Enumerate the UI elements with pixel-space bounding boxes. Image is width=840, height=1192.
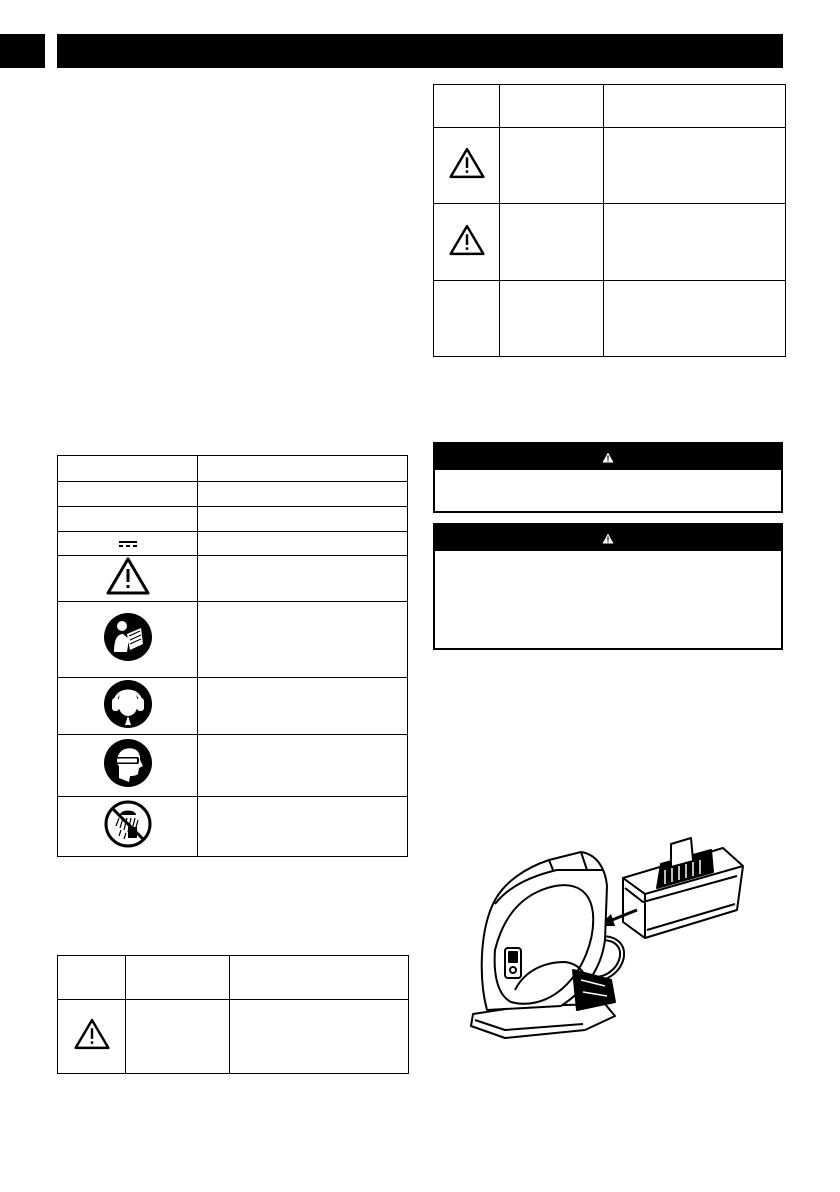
warning-text xyxy=(435,470,781,482)
meaning-cell xyxy=(198,678,408,735)
table-row xyxy=(58,456,408,482)
warning-box xyxy=(433,442,783,513)
symbol-cell xyxy=(58,507,198,532)
table-row xyxy=(434,128,786,204)
meaning-cell xyxy=(198,456,408,482)
table-row xyxy=(58,602,408,678)
table-row xyxy=(434,281,786,357)
table-row xyxy=(58,797,408,857)
table-row xyxy=(58,532,408,556)
warning-header xyxy=(435,525,781,551)
symbol-cell xyxy=(58,1000,126,1074)
header-title-bar xyxy=(57,34,783,68)
header-cell xyxy=(58,956,126,1000)
dc-current-icon xyxy=(119,540,137,548)
signal-word-cell xyxy=(500,128,604,204)
meaning-cell xyxy=(198,735,408,797)
meaning-cell xyxy=(604,128,786,204)
header-cell xyxy=(500,85,604,128)
symbol-cell xyxy=(58,482,198,507)
table-row xyxy=(58,1000,409,1074)
warning-text xyxy=(435,551,781,563)
warning-triangle-icon xyxy=(602,452,614,463)
table-row xyxy=(434,204,786,281)
warning-box xyxy=(433,523,783,650)
header-cell xyxy=(604,85,786,128)
warning-triangle-icon xyxy=(602,533,614,544)
symbol-cell xyxy=(58,797,198,857)
ear-protection-icon xyxy=(103,679,153,729)
signal-word-cell xyxy=(126,1000,230,1074)
battery-pack xyxy=(623,838,743,938)
safety-alert-icon xyxy=(449,224,485,256)
meaning-cell xyxy=(198,556,408,602)
meaning-cell xyxy=(198,602,408,678)
signal-word-cell xyxy=(500,281,604,357)
meaning-cell xyxy=(198,507,408,532)
safety-alert-icon xyxy=(74,1018,110,1050)
no-rain-icon xyxy=(103,799,153,849)
safety-alert-icon xyxy=(449,147,485,179)
sander-body xyxy=(471,852,622,1038)
warning-header xyxy=(435,444,781,470)
signal-word-table-right xyxy=(433,84,786,357)
table-row xyxy=(58,482,408,507)
symbol-cell xyxy=(58,602,198,678)
table-row xyxy=(58,556,408,602)
symbol-table xyxy=(57,455,408,857)
table-row xyxy=(58,678,408,735)
meaning-cell xyxy=(604,204,786,281)
signal-word-table-left xyxy=(57,955,409,1074)
table-row xyxy=(434,85,786,128)
table-row xyxy=(58,507,408,532)
symbol-cell xyxy=(58,735,198,797)
read-manual-icon xyxy=(103,612,153,662)
header-cell xyxy=(434,85,500,128)
symbol-cell xyxy=(58,556,198,602)
symbol-cell xyxy=(434,204,500,281)
safety-alert-icon xyxy=(106,557,150,595)
symbol-cell xyxy=(58,456,198,482)
meaning-cell xyxy=(230,1000,409,1074)
meaning-cell xyxy=(198,797,408,857)
meaning-cell xyxy=(604,281,786,357)
symbol-cell xyxy=(434,281,500,357)
symbol-cell xyxy=(434,128,500,204)
page-number-tab xyxy=(0,34,45,68)
symbol-cell xyxy=(58,532,198,556)
eye-protection-icon xyxy=(103,738,153,788)
symbol-cell xyxy=(58,678,198,735)
table-row xyxy=(58,735,408,797)
meaning-cell xyxy=(198,532,408,556)
meaning-cell xyxy=(198,482,408,507)
table-row xyxy=(58,956,409,1000)
sander-battery-illustration xyxy=(465,830,750,1060)
signal-word-cell xyxy=(500,204,604,281)
header-cell xyxy=(230,956,409,1000)
header-cell xyxy=(126,956,230,1000)
